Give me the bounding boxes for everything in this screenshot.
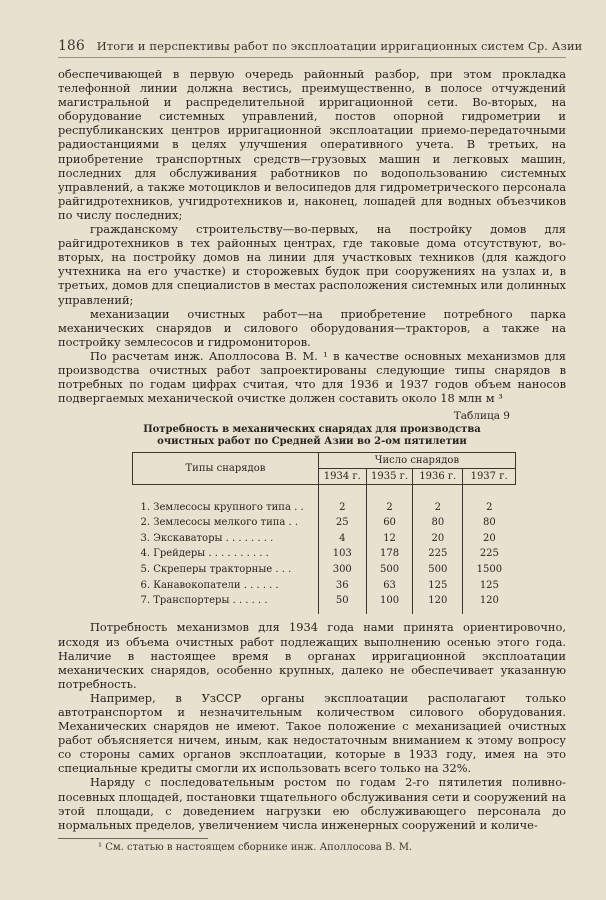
cell-value: 2	[463, 499, 516, 515]
paragraph-mechanization: механизации очистных работ—на приобретение потребного парка механических снарядов и силового оборудования—тракторов, а также на постройку землесосов и гидромониторов.	[58, 306, 566, 349]
row-name: 3. Экскаваторы . . . . . . . .	[140, 532, 274, 544]
cell-value: 225	[463, 546, 516, 562]
table-row	[133, 499, 516, 515]
row-name: 4. Грейдеры . . . . . . . . . .	[140, 548, 269, 560]
table-title-line-1: Потребность в механических снарядах для производства	[143, 424, 481, 436]
table-row	[133, 593, 516, 609]
cell-value: 100	[366, 593, 413, 609]
paragraph-need-1934: Потребность механизмов для 1934 года нами принята ориентировочно, исходя из объема очистных работ подлежащих выполнению осенью этого года. Наличие в настоящее время в органах ирригационной эксплоатации механических снарядов, особенно крупных, далеко не обеспечивает указанную потребность.	[58, 620, 566, 691]
cell-value: 225	[413, 546, 463, 562]
paragraph-calculations: По расчетам инж. Аполлосова В. М. ¹ в качестве основных механизмов для производства очистных работ запроектированы следующие типы снарядов в потребных по годам цифрах считая, что для 1936 и 1937 годов объем наносов подвергаемых механической очистке должен составить около 18 млн м ³	[58, 348, 566, 406]
cell-value: 125	[463, 577, 516, 593]
cell-value: 120	[463, 593, 516, 609]
paragraph-construction: гражданскому строительству—во-первых, на постройку домов для райгидротехников в тех районных центрах, где таковые дома отсутствуют, во-вторых, на постройку домов на линии для участковых техников (для каждого учтехника на его участке) и сторожевых будок при сооружениях на узлах и, в третьих, домов для специалистов в местах расположения системных или долинных управлений;	[58, 222, 566, 307]
cell-value: 4	[318, 530, 366, 546]
cell-value: 60	[366, 515, 413, 531]
row-name: 1. Землесосы крупного типа . .	[140, 501, 304, 513]
footnote-divider	[58, 838, 208, 839]
cell-value: 178	[366, 546, 413, 562]
cell-value: 12	[366, 530, 413, 546]
table-title-line-2: очистных работ по Средней Азии во 2-ом пятилетии	[157, 436, 467, 448]
cell-value: 1500	[463, 562, 516, 578]
cell-value: 300	[318, 562, 366, 578]
header-year: 1937 г.	[463, 469, 516, 485]
table-row	[133, 515, 516, 531]
cell-value: 80	[463, 515, 516, 531]
header-year: 1935 г.	[366, 469, 413, 485]
row-name: 5. Скреперы тракторные . . .	[140, 563, 292, 575]
cell-value: 63	[366, 577, 413, 593]
body-text	[58, 67, 566, 854]
machinery-table	[132, 452, 516, 614]
cell-value: 103	[318, 546, 366, 562]
table-row	[133, 546, 516, 562]
row-name: 6. Канавокопатели . . . . . .	[140, 579, 279, 591]
running-title: Итоги и перспективы работ по эксплоатации ирригационных систем Ср. Азии	[96, 39, 583, 53]
row-name: 7. Транспортеры . . . . . .	[140, 595, 268, 607]
header-year: 1936 г.	[413, 469, 463, 485]
cell-value: 125	[413, 577, 463, 593]
cell-value: 20	[463, 530, 516, 546]
cell-value: 2	[413, 499, 463, 515]
running-header	[58, 38, 583, 58]
footnote: ¹ См. статью в настоящем сборнике инж. Аполлосова В. М.	[98, 841, 413, 853]
paragraph-uzssr: Например, в УзССР органы эксплоатации располагают только автотранспортом и незначительным количеством силового оборудования. Механических снарядов не имеют. Такое положение с механизацией очистных работ объясняется ничем, иным, как недостаточным вниманием к этому вопросу со стороны самих органов эксплоатации, которые в 1933 году, имея на это специальные кредиты смогли их использовать всего только на 32%.	[58, 690, 566, 776]
table-title	[58, 424, 566, 448]
header-count: Число снарядов	[318, 453, 515, 469]
cell-value: 500	[366, 562, 413, 578]
paragraph-growth: Наряду с последовательным ростом по годам 2-го пятилетия поливно-посевных площадей, постановки тщательного обслуживания сети и сооружений на этой площади, с доведением нагрузки ею обслуживающего персонала до нормальных пределов, увеличением числа инженерных сооружений и количе-	[58, 775, 566, 832]
cell-value: 50	[318, 593, 366, 609]
header-types: Типы снарядов	[133, 453, 319, 485]
cell-value: 500	[413, 562, 463, 578]
page-number: 186	[58, 38, 85, 54]
cell-value: 120	[413, 593, 463, 609]
row-name: 2. Землесосы мелкого типа . .	[140, 517, 299, 529]
table-row	[133, 577, 516, 593]
table-9	[58, 410, 566, 614]
table-label: Таблица 9	[453, 410, 510, 423]
cell-value: 36	[318, 577, 366, 593]
table-row	[133, 530, 516, 546]
cell-value: 80	[413, 515, 463, 531]
cell-value: 2	[318, 499, 366, 515]
table-row	[133, 562, 516, 578]
cell-value: 2	[366, 499, 413, 515]
cell-value: 20	[413, 530, 463, 546]
cell-value: 25	[318, 515, 366, 531]
paragraph-continuation: обеспечивающей в первую очередь районный разбор, при этом прокладка телефонной линии должна вестись, преимущественно, в полосе отчуждений магистральной и распределительной ирригационной сети. Во-вторых, на оборудование системных управлений, постов опорной гидрометрии и республиканских центров ирригационной эксплоатации приемо-передаточными радиостанциями в целях улучшения оперативного учета. В третьих, на приобретение транспортных средств—грузовых машин и легковых машин, последних для обслуживания работников по водопользованию системных управлений, а также мотоциклов и велосипедов для гидрометрического персонала райгидротехников, учгидротехников и, наконец, лошадей для водных объезчиков по числу последних;	[58, 67, 566, 222]
header-year: 1934 г.	[318, 469, 366, 485]
